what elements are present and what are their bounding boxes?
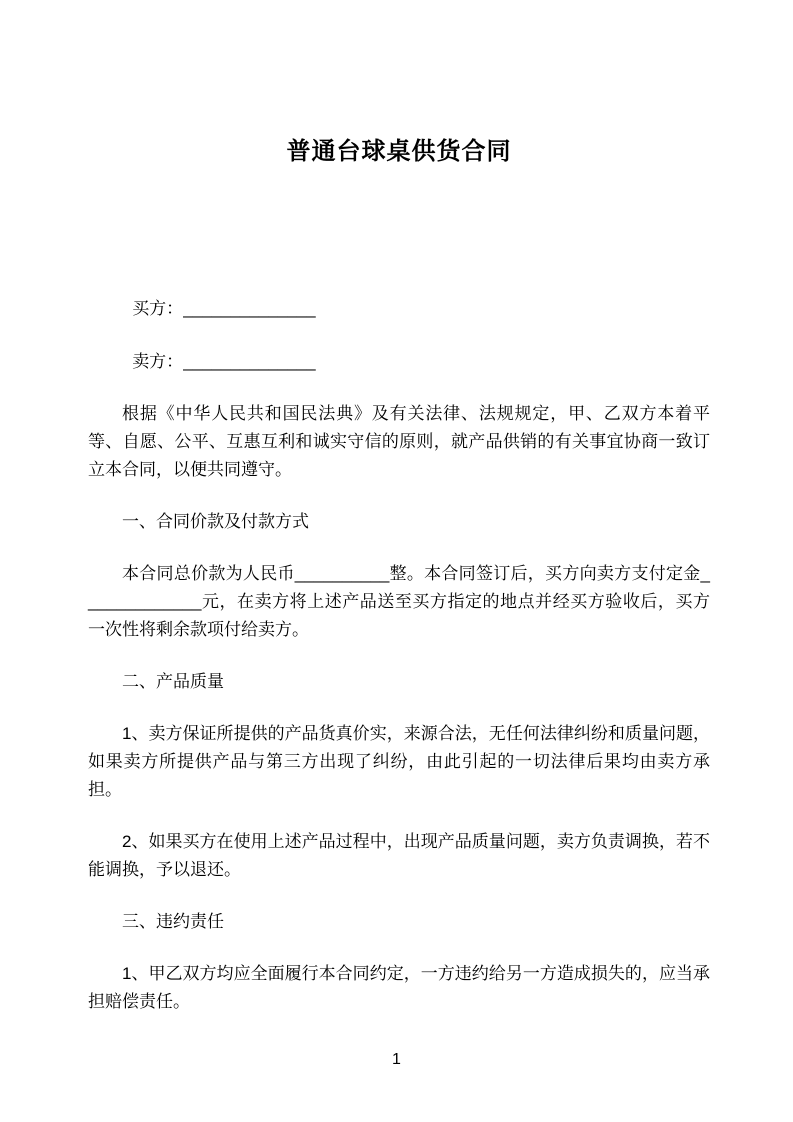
paragraph-liability-1: 1、甲乙双方均应全面履行本合同约定，一方违约给另一方造成损失的，应当承担赔偿责任。 xyxy=(88,964,710,1011)
paragraph-quality-2: 2、如果买方在使用上述产品过程中，出现产品质量问题，卖方负责调换，若不能调换，予以退还。 xyxy=(88,832,710,879)
paragraph-quality-1: 1、卖方保证所提供的产品货真价实，来源合法，无任何法律纠纷和质量问题，如果卖方所提供产品与第三方出现了纠纷，由此引起的一切法律后果均由卖方承担。 xyxy=(88,724,710,799)
buyer-line xyxy=(88,295,710,323)
page-number: 1 xyxy=(392,1051,401,1068)
paragraph-preamble: 根据《中华人民共和国民法典》及有关法律、法规规定，甲、乙双方本着平等、自愿、公平、互惠互利和诚实守信的原则，就产品供销的有关事宜协商一致订立本合同，以便共同遵守。 xyxy=(88,404,710,479)
seller-label: 卖方： xyxy=(132,352,184,371)
document-content xyxy=(88,0,710,1016)
document-title: 普通台球桌供货合同 xyxy=(286,138,512,165)
seller-blank-field: ______________ xyxy=(183,352,316,371)
section-heading-1: 一、合同价款及付款方式 xyxy=(122,512,309,531)
buyer-blank-field: ______________ xyxy=(183,299,316,318)
buyer-label: 买方： xyxy=(132,299,184,318)
paragraph-price-payment: 本合同总价款为人民币__________整。本合同签订后，买方向卖方支付定金_____________元，在卖方将上述产品送至买方指定的地点并经买方验收后，买方一次性将剩余款项付给卖方。 xyxy=(88,564,710,639)
section-heading-3: 三、违约责任 xyxy=(122,912,224,931)
section-heading-2: 二、产品质量 xyxy=(122,672,224,691)
seller-line xyxy=(88,348,710,376)
